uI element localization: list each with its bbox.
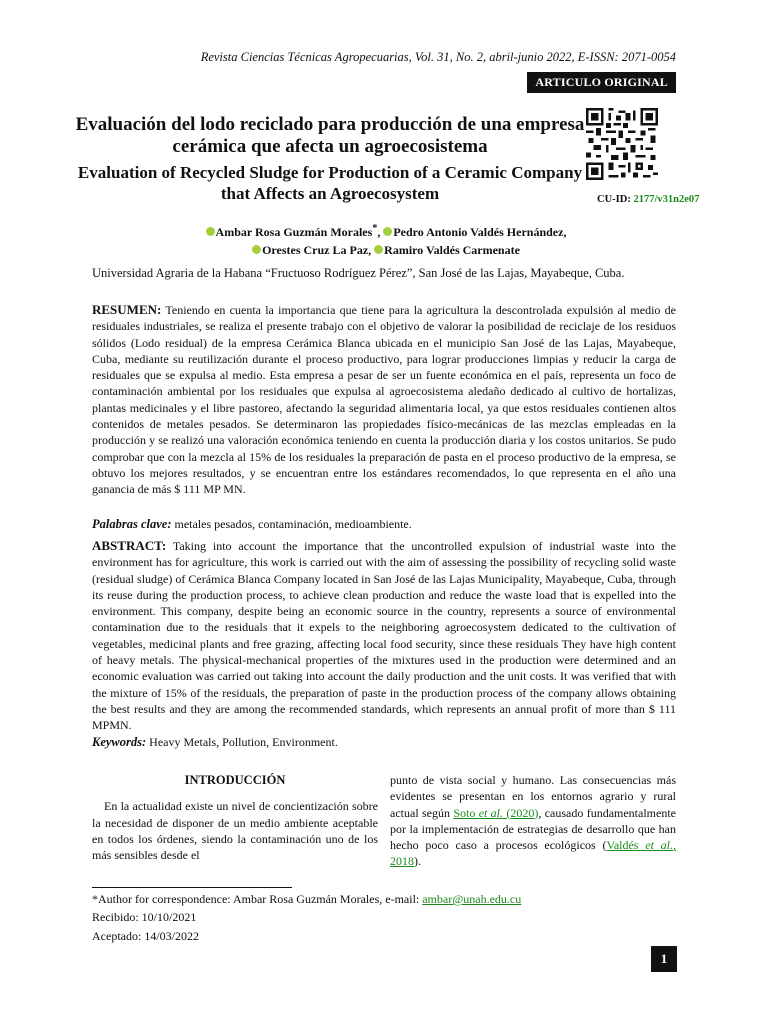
resumen-label: RESUMEN: <box>92 302 162 317</box>
orcid-icon[interactable] <box>374 245 383 254</box>
article-type-badge: ARTICULO ORIGINAL <box>527 72 676 93</box>
accepted-date: Aceptado: 14/03/2022 <box>92 929 199 943</box>
author-4: Ramiro Valdés Carmenate <box>384 243 520 257</box>
abstract-text: Taking into account the importance that the uncontrolled expulsion of industrial waste into the environment has for agriculture, this work is carried out with the aim of assessing the possibility of recycling solid waste (residual sludge) of Cerámica Blanca Company located in San José de las Lajas Municipality, Mayabeque, Cuba, through its reuse during the production process, to achieve clean production and reduce the waste load that is expelled into the environment. This company, despite being an economic source in the country, represents a source of environmental contamination due to the residuals that it expels to the neighboring agroecosystem dedicated to the cultivation of vegetables, medicinal plants and free grazing, affecting local food security, since these residuals They have high content of heavy metals. The physical-mechanical properties of the mixtures used in the production were determined and an economic evaluation was carried out taking into account the daily production and the unit costs. It was verified that with the mixture of 15% of the residuals, the preparation of paste in the production process of the company allows obtaining the best results and they are among the recommended standards, which represents an annual profit of more than $ 111 MPMN. <box>92 539 676 733</box>
orcid-icon[interactable] <box>252 245 261 254</box>
ref-soto-etal: et al. <box>478 805 504 820</box>
palabras-clave-text: metales pesados, contaminación, medioambiente. <box>174 517 412 531</box>
correspondence-mark: * <box>372 223 378 234</box>
resumen-text: Teniendo en cuenta la importancia que tiene para la agricultura la descontrolada expulsión al medio de residuales industriales, se realiza el presente trabajo con el objetivo de valorar la posibilidad de reciclaje de los residuos sólidos (Lodo residual) de la empresa Cerámica Blanca ubicada en el municipio San José de las Lajas, Mayabeque, Cuba, mediante su reutilización durante el proceso productivo, para lograr producciones limpias y reducir la carga de residuales que se expulsa al medio. Esta empresa a pesar de ser un fuente económica en el país, representa un foco de contaminación ambiental por los residuales que expulsa al agroecosistema aledaño dedicado al cultivo de hortalizas, plantas medicinales y el libre pastoreo, afectando la seguridad alimentaria local, ya que estos residuales contienen altos contenidos de metales pesados. Se determinaron las propiedades físico-mecánicas de las mezclas empleadas en la producción y se realizó una valoración económica teniendo en cuenta la producción diaria y los costos unitarios. Se pudo comprobar que con la mezcla al 15% de los residuales la preparación de pasta en el proceso productivo de la empresa, se obtuvo los mejores resultados, y se encuentran entre los estándares recomendados, lo que representa en el año una ganancia de más $ 111 MP MN. <box>92 303 676 497</box>
orcid-icon[interactable] <box>206 227 215 236</box>
correspondence-footnote <box>92 892 521 907</box>
footnote-divider <box>92 887 292 888</box>
journal-citation: Revista Ciencias Técnicas Agropecuarias, Vol. 31, No. 2, abril-junio 2022, E-ISSN: 2071-0054 <box>200 50 676 64</box>
intro-right-text-2: , causado fundamentalmente por la implementación de estrategias de desarrollo que han hecho poco caso a procesos ecológicos ( <box>390 805 676 853</box>
resumen-section <box>92 302 676 498</box>
palabras-clave-label: Palabras clave: <box>92 517 172 531</box>
intro-heading: INTRODUCCIÓN <box>184 773 286 787</box>
abstract-label: ABSTRACT: <box>92 538 167 553</box>
ref-valdes-name: Valdés <box>606 838 639 853</box>
author-list: Ambar Rosa Guzmán Morales*, Pedro Antonio Valdés Hernández, Orestes Cruz La Paz, Ramiro Valdés Carmenate <box>90 220 682 259</box>
intro-left-text: En la actualidad existe un nivel de concientización sobre la necesidad de disponer de un medio ambiente aceptable en todos los órdenes, siendo la contaminación uno de los más sensibles desde el <box>92 799 378 863</box>
ref-soto-link[interactable] <box>453 806 538 820</box>
received-date: Recibido: 10/10/2021 <box>92 910 197 924</box>
ref-soto-year: (2020) <box>506 805 539 820</box>
keywords-label: Keywords: <box>92 735 147 749</box>
author-email-link[interactable]: ambar@unah.edu.cu <box>422 892 522 906</box>
intro-right-text-3: ). <box>414 854 421 869</box>
title-english: Evaluation of Recycled Sludge for Production of a Ceramic Company that Affects an Agroecosystem <box>77 163 583 203</box>
qr-code[interactable] <box>586 108 658 180</box>
cu-id-label: CU-ID: <box>597 194 631 205</box>
intro-right-column <box>390 772 676 870</box>
keywords-text: Heavy Metals, Pollution, Environment. <box>149 735 338 749</box>
author-2: Pedro Antonio Valdés Hernández, <box>393 225 567 239</box>
intro-right-text-1: punto de vista social y humano. Las consecuencias más evidentes se presentan en los entornos agrario y rural actual según <box>390 773 676 820</box>
keywords <box>92 734 676 750</box>
title-spanish: Evaluación del lodo reciclado para producción de una empresa cerámica que afecta un agroecosistema <box>75 114 585 157</box>
ref-soto-name: Soto <box>453 805 476 820</box>
abstract-section <box>92 538 676 734</box>
palabras-clave <box>92 516 676 532</box>
cu-id-code[interactable]: 2177/v31n2e07 <box>633 194 700 205</box>
cu-id <box>597 194 699 205</box>
correspondence-text: *Author for correspondence: Ambar Rosa Guzmán Morales, e-mail: <box>92 892 423 906</box>
intro-left-column <box>92 772 378 863</box>
page-number: 1 <box>651 946 677 972</box>
orcid-icon[interactable] <box>383 227 392 236</box>
affiliation: Universidad Agraria de la Habana “Fructuoso Rodríguez Pérez”, San José de las Lajas, Mayabeque, Cuba. <box>92 266 625 280</box>
ref-valdes-year: , 2018 <box>390 838 677 869</box>
ref-valdes-etal: et al. <box>645 838 674 853</box>
author-3: Orestes Cruz La Paz, <box>262 243 372 257</box>
author-1: Ambar Rosa Guzmán Morales <box>215 225 373 239</box>
